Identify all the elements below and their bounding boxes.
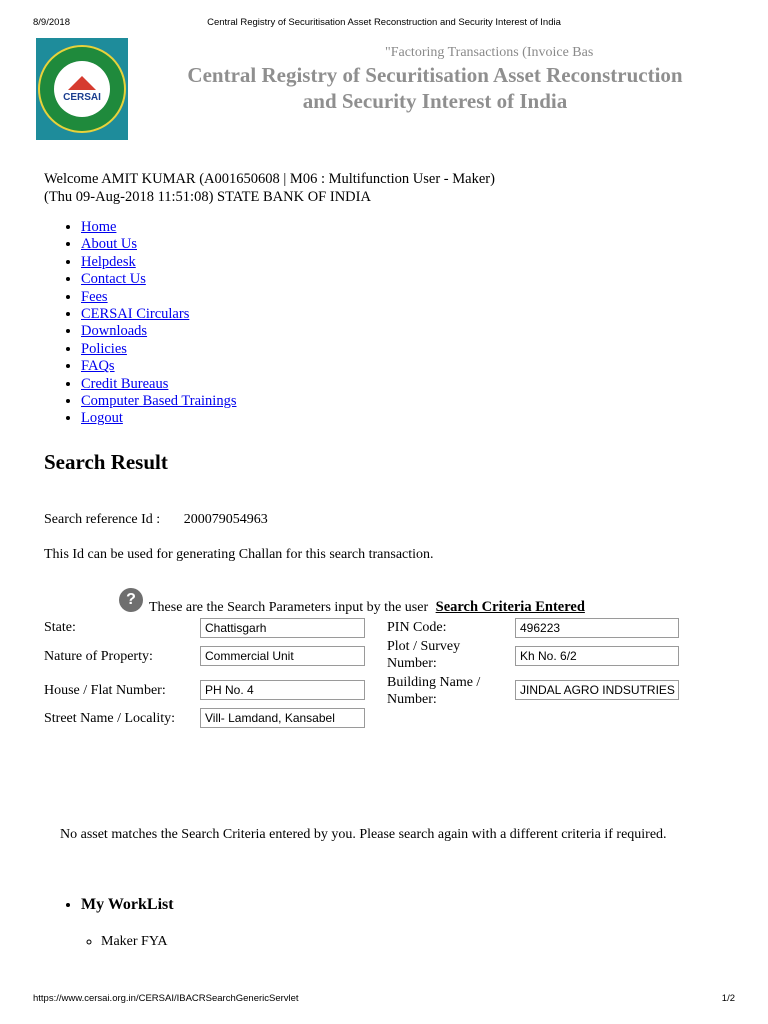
welcome-message [44,170,495,206]
house-number-field[interactable]: PH No. 4 [200,680,365,700]
building-name-label-line1: Building Name / [387,675,481,690]
nav-item-logout [81,410,236,427]
question-icon[interactable]: ? [119,588,143,612]
cersai-logo [36,38,128,140]
nav-link-faqs[interactable]: FAQs [81,358,115,375]
state-label: State: [44,620,76,635]
logo-ring [38,45,126,133]
worklist-item [81,896,174,950]
nav-item-trainings [81,393,236,410]
worklist-subitems [81,934,174,950]
search-reference-value: 200079054963 [183,512,268,527]
building-name-label [387,674,480,708]
plot-number-field[interactable]: Kh No. 6/2 [515,646,679,666]
nav-item-about [81,236,236,253]
site-title-line2: and Security Interest of India [302,89,568,113]
nav-link-downloads[interactable]: Downloads [81,323,148,340]
nav-link-policies[interactable]: Policies [81,340,127,357]
nature-of-property-label: Nature of Property: [44,649,153,664]
welcome-session: (Thu 09-Aug-2018 11:51:08) STATE BANK OF INDIA [44,189,371,205]
worklist-title: My WorkList [81,896,174,913]
street-name-label: Street Name / Locality: [44,711,176,726]
nav-item-credit-bureaus [81,376,236,393]
nav-link-circulars[interactable]: CERSAI Circulars [81,306,190,323]
nav-item-circulars [81,306,236,323]
print-title: Central Registry of Securitisation Asset Reconstruction and Security Interest of India [207,17,561,28]
welcome-user: Welcome AMIT KUMAR (A001650608 | M06 : Multifunction User - Maker) [44,171,495,187]
params-intro-text: These are the Search Parameters input by the user [149,600,429,615]
print-header [0,17,768,31]
nav-item-helpdesk [81,254,236,271]
nature-of-property-field[interactable]: Commercial Unit [200,646,365,666]
building-name-field[interactable]: JINDAL AGRO INDSUTRIES [515,680,679,700]
page-title: Search Result [44,450,168,474]
house-icon [68,76,96,90]
house-number-label: House / Flat Number: [44,683,166,698]
search-criteria-heading: Search Criteria Entered [435,599,585,615]
logo-inner [54,61,110,117]
worklist-maker-fya[interactable]: ◦ Maker FYA [101,934,174,950]
nav-item-fees [81,289,236,306]
nav-item-contact [81,271,236,288]
building-name-label-line2: Number: [387,692,437,707]
main-nav [62,219,236,428]
plot-number-label-line2: Number: [387,656,437,671]
state-field[interactable]: Chattisgarh [200,618,365,638]
nav-item-home [81,219,236,236]
plot-number-label-line1: Plot / Survey [387,639,461,654]
nav-link-trainings[interactable]: Computer Based Trainings [81,393,237,410]
nav-link-fees[interactable]: Fees [81,288,108,305]
nav-item-downloads [81,323,236,340]
nav-link-helpdesk[interactable]: Helpdesk [81,253,136,270]
header-tagline: "Factoring Transactions (Invoice Bas [385,45,594,60]
nav-link-contact[interactable]: Contact Us [81,271,146,288]
search-reference [44,512,268,528]
pin-code-field[interactable]: 496223 [515,618,679,638]
print-page-number: 1/2 [721,993,735,1004]
print-url: https://www.cersai.org.in/CERSAI/IBACRSearchGenericServlet [33,993,299,1004]
nav-item-policies [81,341,236,358]
search-reference-label: Search reference Id : [44,512,161,527]
pin-code-label: PIN Code: [387,620,447,635]
street-name-field[interactable]: Vill- Lamdand, Kansabel [200,708,365,728]
challan-note: This Id can be used for generating Challan for this search transaction. [44,547,434,562]
logo-text: CERSAI [63,91,101,103]
nav-link-home[interactable]: Home [81,219,117,235]
print-date: 8/9/2018 [33,17,70,28]
nav-link-credit-bureaus[interactable]: Credit Bureaus [81,375,169,392]
worklist-section [62,896,174,950]
params-intro [149,599,585,616]
no-result-message: No asset matches the Search Criteria entered by you. Please search again with a different criteria if required. [60,827,667,842]
nav-link-about[interactable]: About Us [81,236,137,253]
nav-link-logout[interactable]: Logout [81,410,123,427]
site-title [150,62,720,114]
plot-number-label [387,638,460,672]
site-title-line1: Central Registry of Securitisation Asset Reconstruction [187,63,683,87]
nav-item-faqs [81,358,236,375]
print-footer [0,993,768,1007]
